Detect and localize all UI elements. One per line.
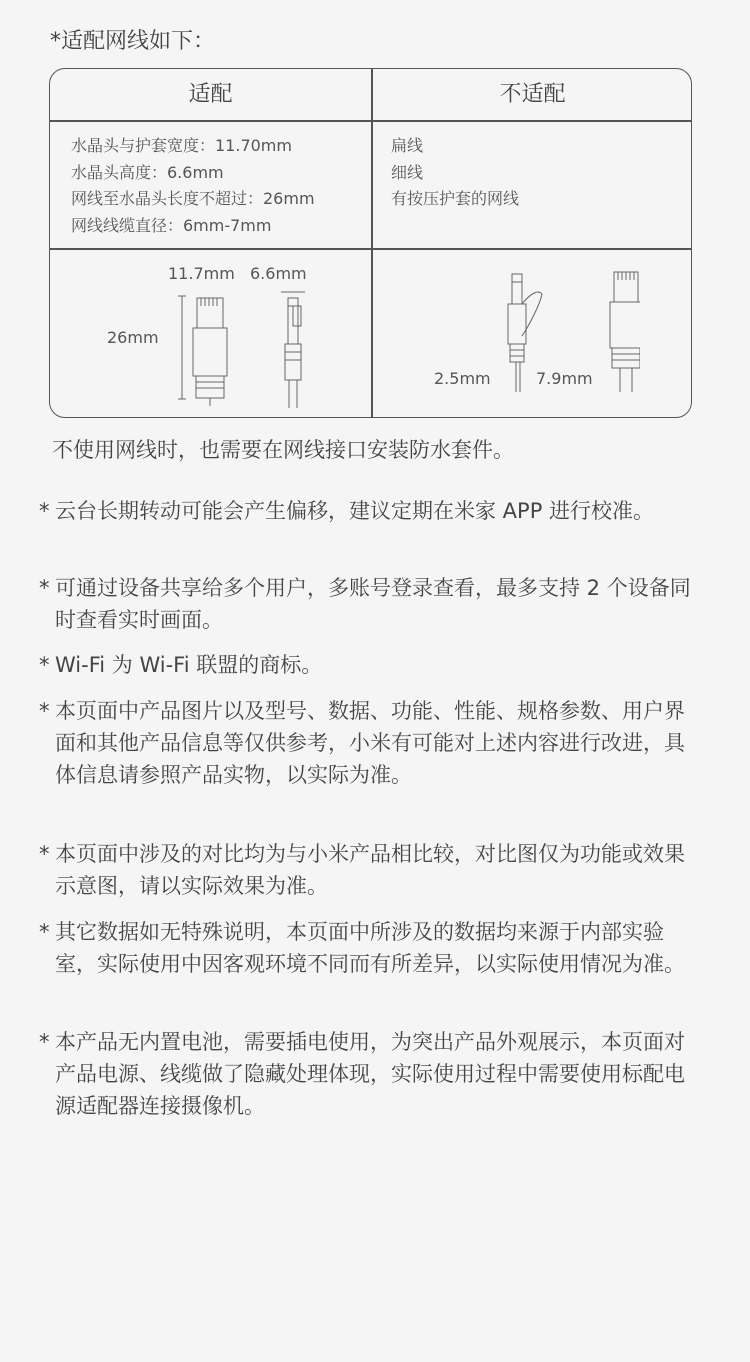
fit-spec-item: 水晶头高度：6.6mm bbox=[71, 162, 224, 182]
thin-cable-label: 2.5mm bbox=[434, 369, 491, 388]
fit-spec-list bbox=[71, 133, 315, 239]
section-intro: *适配网线如下： bbox=[50, 29, 216, 54]
footnote-marker: * bbox=[39, 699, 50, 723]
footnote-text: 其它数据如无特殊说明，本页面中所涉及的数据均来源于内部实验室，实际使用中因客观环境不同而有所差异，以实际使用情况为准。 bbox=[55, 920, 685, 976]
waterproof-note: 不使用网线时，也需要在网线接口安装防水套件。 bbox=[52, 438, 514, 462]
footnote-item bbox=[39, 916, 699, 980]
fit-spec-item: 网线至水晶头长度不超过：26mm bbox=[71, 189, 315, 208]
cable-compat-table bbox=[49, 68, 692, 418]
footnote-marker: * bbox=[39, 842, 50, 866]
footnote-marker: * bbox=[39, 499, 50, 523]
table-header-unfit: 不适配 bbox=[499, 82, 566, 107]
thick-cable-label: 7.9mm bbox=[536, 369, 593, 388]
footnote-text: 本产品无内置电池，需要插电使用，为突出产品外观展示，本页面对产品电源、线缆做了隐藏处理体现，实际使用过程中需要使用标配电源适配器连接摄像机。 bbox=[55, 1030, 685, 1118]
unfit-spec-item: 有按压护套的网线 bbox=[391, 189, 520, 208]
footnote-marker: * bbox=[39, 1030, 50, 1054]
footnote-text: 本页面中涉及的对比均为与小米产品相比较，对比图仅为功能或效果示意图，请以实际效果为准。 bbox=[55, 842, 685, 898]
dim-width-label: 11.7mm bbox=[168, 264, 235, 283]
footnote-item bbox=[39, 495, 699, 527]
dim-height-label: 6.6mm bbox=[250, 264, 307, 283]
fit-spec-item: 水晶头与护套宽度：11.70mm bbox=[71, 136, 292, 155]
footnote-marker: * bbox=[39, 653, 50, 677]
unfit-spec-item: 细线 bbox=[391, 162, 424, 182]
footnote-text: Wi-Fi 为 Wi-Fi 联盟的商标。 bbox=[55, 653, 323, 677]
table-header-fit: 适配 bbox=[188, 82, 233, 107]
footnote-marker: * bbox=[39, 576, 50, 600]
footnote-marker: * bbox=[39, 920, 50, 944]
footnote-item bbox=[39, 838, 699, 902]
footnote-item bbox=[39, 1026, 699, 1122]
footnote-item bbox=[39, 572, 699, 636]
footnote-item bbox=[39, 695, 699, 791]
footnote-text: 本页面中产品图片以及型号、数据、功能、性能、规格参数、用户界面和其他产品信息等仅供参考，小米有可能对上述内容进行改进，具体信息请参照产品实物，以实际为准。 bbox=[55, 699, 685, 787]
fit-spec-item: 网线线缆直径：6mm-7mm bbox=[71, 215, 272, 235]
footnote-text: 可通过设备共享给多个用户，多账号登录查看，最多支持 2 个设备同时查看实时画面。 bbox=[55, 576, 691, 632]
unfit-spec-list bbox=[391, 133, 519, 213]
dim-length-label: 26mm bbox=[107, 328, 159, 347]
unfit-spec-item: 扁线 bbox=[391, 136, 424, 155]
footnote-text: 云台长期转动可能会产生偏移，建议定期在米家 APP 进行校准。 bbox=[55, 499, 655, 523]
table-row-divider bbox=[50, 248, 691, 250]
footnote-item bbox=[39, 649, 699, 681]
fit-connector-diagram bbox=[175, 284, 325, 409]
